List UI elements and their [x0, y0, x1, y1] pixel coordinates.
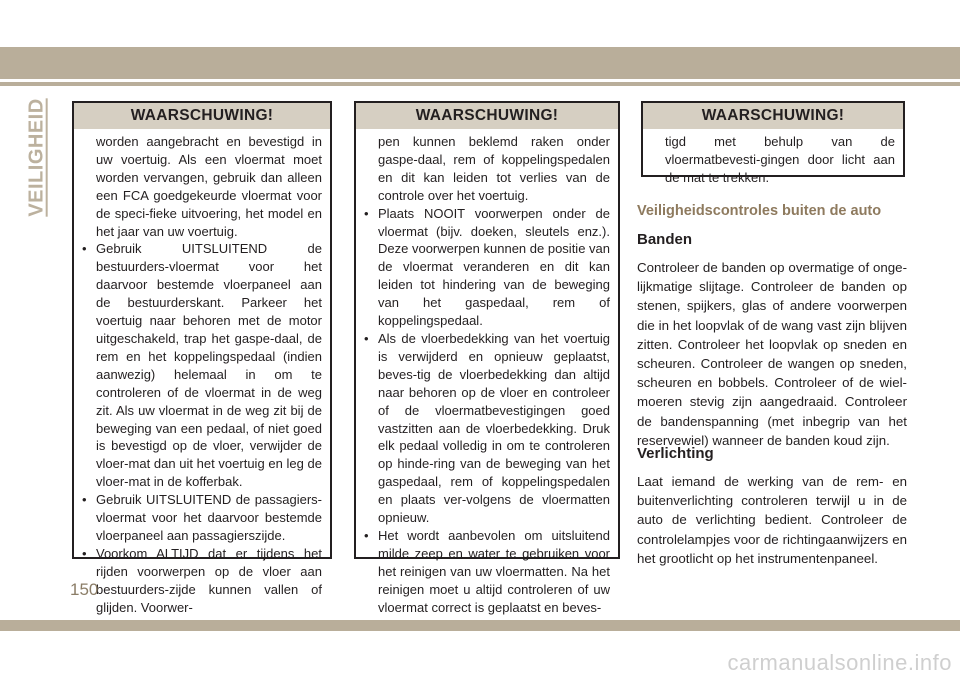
warning-lead-text: worden aangebracht en bevestigd in uw voertuig. Als een vloermat moet worden vervangen, gebruik dan alleen een FCA goedgekeurde vloermat voor de speci-fieke uitvoering, het model en het jaar van uw voertuig. [96, 134, 322, 239]
header-rule [0, 82, 960, 86]
warning-bullet-list [370, 205, 610, 617]
verlichting-section [637, 472, 907, 568]
warning-bullet-list [88, 240, 322, 616]
warning-body [356, 129, 618, 622]
warning-lead-text: pen kunnen beklemd raken onder gaspe-daal, rem of koppelingspedalen en dit kan leiden tot verlies van de controle over het voertuig. [378, 134, 610, 203]
warning-box-2 [354, 101, 620, 615]
warning-bullet: • Gebruik UITSLUITEND de passagiers-vloermat voor het daarvoor bestemde vloerpaneel aan passagierszijde. [88, 491, 322, 545]
section-tab-label: VEILIGHEID [25, 97, 48, 217]
warning-title: WAARSCHUWING! [643, 103, 903, 129]
header-band [0, 47, 960, 79]
warning-lead-text: tigd met behulp van de vloermatbevesti-gingen door licht aan de mat te trekken. [665, 134, 895, 185]
warning-bullet: • Plaats NOOIT voorwerpen onder de vloermat (bijv. doeken, sleutels enz.). Deze voorwerpen kunnen de positie van de vloermat veranderen en dit kan leiden tot hindering van de beweging van het gaspedaal, rem of koppelingspedaal. [370, 205, 610, 330]
warning-bullet: • Het wordt aanbevolen om uitsluitend milde zeep en water te gebruiken voor het reinigen van uw vloermatten. Na het reinigen moet u altijd controleren of uw vloermat correct is geplaatst en beves- [370, 527, 610, 617]
warning-box-3 [641, 101, 905, 185]
warning-body [643, 129, 903, 193]
warning-title: WAARSCHUWING! [356, 103, 618, 129]
banden-paragraph: Controleer de banden op overmatige of onge-lijkmatige slijtage. Controleer de banden op stenen, spijkers, glas of andere voorwerpen die in het loopvlak of de wang vast zijn blijven zitten. Controleer het loopvlak op sneden en scheuren. Controleer de wangen op sneden, scheuren en bobbels. Controleer of de wiel-moeren stevig zijn aangedraaid. Controleer de bandenspanning (met inbegrip van het reservewiel) wanneer de banden koud zijn. [637, 260, 907, 448]
subheading-verlichting: Verlichting [637, 445, 714, 462]
banden-section [637, 258, 907, 450]
verlichting-paragraph: Laat iemand de werking van de rem- en buitenverlichting controleren terwijl u in de auto de verlichting bedient. Controleer de controlelampjes voor de richtingaanwijzers en het grootlicht op het instrumentenpaneel. [637, 474, 907, 566]
warning-bullet: • Voorkom ALTIJD dat er tijdens het rijden voorwerpen op de vloer aan bestuurders-zijde kunnen vallen of glijden. Voorwer- [88, 545, 322, 617]
section-tab [24, 97, 50, 217]
watermark: carmanualsonline.info [727, 650, 952, 675]
subheading-banden: Banden [637, 231, 693, 248]
warning-body [74, 129, 330, 622]
warning-bullet: • Gebruik UITSLUITEND de bestuurders-vloermat voor het daarvoor bestemde vloerpaneel aan de bestuurderskant. Parkeer het voertuig naar behoren met de motor uitgeschakeld, trap het gaspe-daal, de rem en het koppelingspedaal (indien aanwezig) helemaal in om te controleren of de vloermat in de weg zit. Als uw vloermat in de weg zit bij de beweging van een pedaal, of niet goed is bevestigd op de vloer, verwijder de vloer-mat dan uit het voertuig en leg de vloer-mat in de kofferbak. [88, 240, 322, 491]
warning-title: WAARSCHUWING! [74, 103, 330, 129]
page-number: 150 [70, 580, 99, 599]
footer-band [0, 620, 960, 631]
section-heading: Veiligheidscontroles buiten de auto [637, 203, 882, 219]
warning-bullet: • Als de vloerbedekking van het voertuig is verwijderd en opnieuw geplaatst, beves-tig de vloerbedekking dan altijd naar behoren op de vloer en controleer of de vloermatbevestigingen goed vastzitten aan de vloerbedekking. Druk elk pedaal volledig in om te controleren op hinde-ring van de beweging van het gaspedaal, rem of koppelingspedalen en plaats ver-volgens de vloermatten opnieuw. [370, 330, 610, 527]
